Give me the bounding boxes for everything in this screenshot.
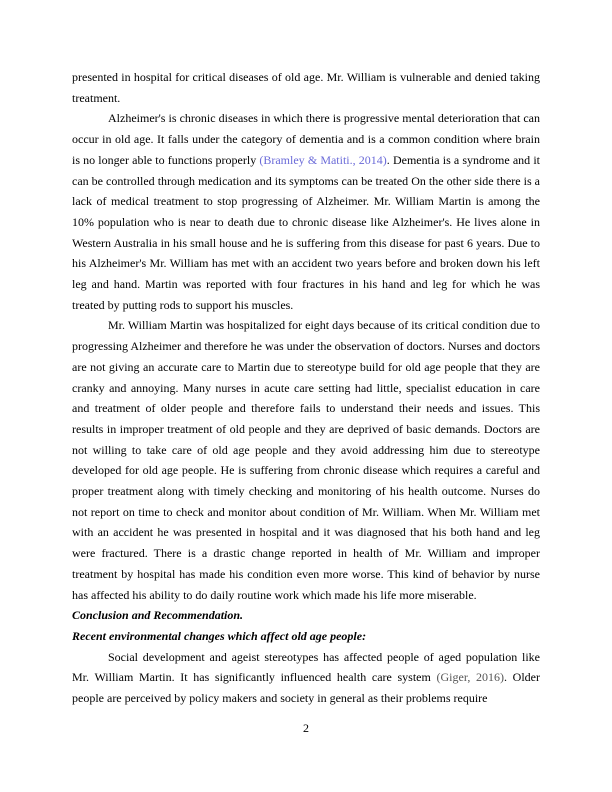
- page-number: 2: [303, 721, 309, 735]
- body-text: [72, 67, 540, 709]
- paragraph-2-text-end: . Dementia is a syndrome and it can be controlled through medication and its symptoms can be treated On the other side there is a lack of medical treatment to stop progressing of Alzheimer. Mr. William Martin is among the 10% population who is near to death due to chronic disease like Alzheimer's. He lives alone in Western Australia in his small house and he is suffering from this disease for past 6 years. Due to his Alzheimer's Mr. William has met with an accident two years before and broken down his left leg and hand. Martin was reported with four fractures in his hand and leg for which he was treated by putting rods to support his muscles.: [72, 152, 541, 312]
- citation-giger: (Giger, 2016): [436, 670, 505, 685]
- paragraph-1: presented in hospital for critical diseases of old age. Mr. William is vulnerable and denied taking treatment.: [72, 70, 540, 105]
- citation-bramley[interactable]: (Bramley & Matiti., 2014): [259, 152, 387, 167]
- paragraph-2: [72, 108, 540, 315]
- paragraph-3: Mr. William Martin was hospitalized for eight days because of its critical condition due to progressing Alzheimer and therefore he was under the observation of doctors. Nurses and doctors are not giving an accurate care to Martin due to stereotype build for old age people that they are cranky and annoying. Many nurses in acute care setting had little, specialist education in care and treatment of older people and therefore fails to understand their needs and issues. This results in improper treatment of old people and they are deprived of basic demands. Doctors are not willing to take care of old age people and they avoid addressing him due to stereotype developed for old age people. He is suffering from chronic disease which requires a careful and proper treatment along with timely checking and monitoring of his health outcome. Nurses do not report on time to check and monitor about condition of Mr. William. When Mr. William met with an accident he was presented in hospital and it was diagnosed that his both hand and leg were fractured. There is a drastic change reported in health of Mr. William and improper treatment by hospital has made his condition even more worse. This kind of behavior by nurse has affected his ability to do daily routine work which made his life more miserable.: [72, 318, 540, 602]
- paragraph-4-text-end: . Older people are perceived by policy makers and society in general as their problems require: [72, 670, 541, 706]
- paragraph-2-text-start: Alzheimer's is chronic diseases in which there is progressive mental deterioration that can occur in old age. It falls under the category of dementia and is a common condition where brain is no longer able to functions properly: [72, 111, 540, 167]
- paragraph-4-text-start: Social development and ageist stereotypes has affected people of aged population like Mr. William Martin. It has significantly influenced health care system: [72, 649, 540, 685]
- paragraph-4: [72, 647, 540, 709]
- heading-environmental-changes: Recent environmental changes which affect old age people:: [72, 628, 367, 643]
- heading-conclusion: Conclusion and Recommendation.: [72, 608, 244, 623]
